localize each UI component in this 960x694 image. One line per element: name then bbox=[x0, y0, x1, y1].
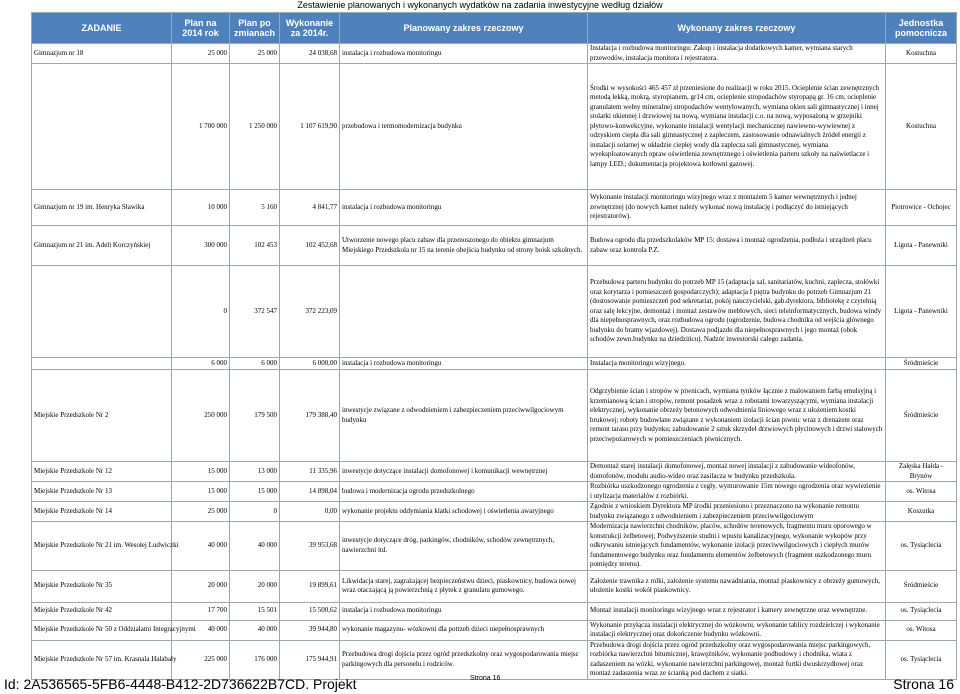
row-wykonanie: 372 223,09 bbox=[280, 266, 340, 358]
row-plan-po: 176 000 bbox=[230, 640, 280, 679]
table-row bbox=[32, 226, 957, 266]
row-plan-po: 5 160 bbox=[230, 190, 280, 226]
row-jednostka: os. Tysiąclecia bbox=[886, 602, 957, 620]
row-wykonanie: 102 452,68 bbox=[280, 226, 340, 266]
row-plan-po: 1 250 000 bbox=[230, 64, 280, 190]
row-plan: 225 000 bbox=[172, 640, 230, 679]
row-jednostka: os. Witosa bbox=[886, 482, 957, 502]
row-wykonanie: 11 335,96 bbox=[280, 462, 340, 482]
row-wykonany: Montaż instalacji monitoringu wizyjnego wraz z rejestrator i kamery zewnętrzne oraz wewnętrzne. bbox=[588, 602, 886, 620]
row-plan: 15 000 bbox=[172, 482, 230, 502]
row-zadanie: Miejskie Przedszkole Nr 50 z Oddziałami Integracyjnymi bbox=[32, 620, 172, 640]
row-plan: 25 000 bbox=[172, 44, 230, 64]
row-jednostka: Śródmieście bbox=[886, 370, 957, 462]
row-zadanie: Miejskie Przedszkole Nr 35 bbox=[32, 570, 172, 602]
row-plan-po: 372 547 bbox=[230, 266, 280, 358]
row-jednostka: Śródmieście bbox=[886, 570, 957, 602]
row-planowany: budowa i modernizacja ogrodu przedszkolnego bbox=[340, 482, 588, 502]
row-zadanie bbox=[32, 358, 172, 370]
row-zadanie: Miejskie Przedszkole Nr 2 bbox=[32, 370, 172, 462]
row-jednostka: Ligota - Panewniki bbox=[886, 226, 957, 266]
row-wykonany: Zgodnie z wnioskiem Dyrektora MP środki przeniesiono i przeznaczono na wykonanie remontu budynku związanego z odwodnieniem i zabezpieczeniem przeciwwilgociowym bbox=[588, 502, 886, 522]
row-jednostka: Załęska Hałda - Brynów bbox=[886, 462, 957, 482]
row-wykonany: Rozbiórka uszkodzonego ogrodzenia z cegły, wymurowanie 15m nowego ogrodzenia oraz wywiezienie i utylizacja materiałów z rozbiórki. bbox=[588, 482, 886, 502]
row-plan-po: 40 000 bbox=[230, 620, 280, 640]
row-wykonanie: 39 953,68 bbox=[280, 522, 340, 571]
header-wykonanie: Wykonanie za 2014r. bbox=[280, 13, 340, 44]
table-row bbox=[32, 266, 957, 358]
row-plan-po: 179 500 bbox=[230, 370, 280, 462]
row-jednostka: Kostuchna bbox=[886, 44, 957, 64]
footer-document-id: Id: 2A536565-5FB6-4448-B412-2D736622B7CD. Projekt bbox=[4, 676, 357, 692]
row-wykonany: Instalacja i rozbudowa monitoringu: Zakup i instalacja dodatkowych kamer, wymiana starych przewodów, instalacja monitora i rejestratora. bbox=[588, 44, 886, 64]
row-plan: 6 000 bbox=[172, 358, 230, 370]
row-plan: 17 700 bbox=[172, 602, 230, 620]
row-wykonanie: 39 944,80 bbox=[280, 620, 340, 640]
header-jednostka: Jednostka pomocnicza bbox=[886, 13, 957, 44]
row-plan-po: 15 000 bbox=[230, 482, 280, 502]
row-planowany: przebudowa i termomodernizacja budynku bbox=[340, 64, 588, 190]
row-planowany: instalacja i rozbudowa monitoringu bbox=[340, 44, 588, 64]
row-plan: 300 000 bbox=[172, 226, 230, 266]
table-row bbox=[32, 620, 957, 640]
row-wykonany: Odgrzybienie ścian i stropów w piwnicach, wymiana tynków łącznie z malowaniem farbą emulsyjną i krzemianową ścian i stropów, remont posadzek wraz z robotami towarzyszącymi, wymiana instalacji elektrycznej, wykonanie obrzeży betonowych odwodnienia liniowego wraz z ułożeniem kostki brukowej; roboty budowlane związane z wykonaniem izolacji ścian piwnic wraz z drenażem oraz remont tarasu przy budynku; zabudowanie 2 sztuk skrzydeł drzwiowych płycinowych i drzwi stalowych przeciwpożarowych w pomieszczeniach piwnicznych. bbox=[588, 370, 886, 462]
row-plan-po: 0 bbox=[230, 502, 280, 522]
row-jednostka: Piotrowice - Ochojec bbox=[886, 190, 957, 226]
header-planowany: Planowany zakres rzeczowy bbox=[340, 13, 588, 44]
row-jednostka: Kostuchna bbox=[886, 64, 957, 190]
footer-page-number: Strona 16 bbox=[470, 675, 501, 682]
row-plan-po: 20 000 bbox=[230, 570, 280, 602]
row-wykonanie: 15 500,62 bbox=[280, 602, 340, 620]
table-row bbox=[32, 522, 957, 571]
table-row bbox=[32, 502, 957, 522]
row-planowany: wykonanie magazynu- wózkowni dla potrzeb dzieci niepełnosprawnych bbox=[340, 620, 588, 640]
row-wykonanie: 14 898,04 bbox=[280, 482, 340, 502]
row-zadanie: Miejskie Przedszkole Nr 21 im. Wesołej Ludwiczki bbox=[32, 522, 172, 571]
row-zadanie: Miejskie Przedszkole Nr 42 bbox=[32, 602, 172, 620]
row-zadanie: Miejskie Przedszkole Nr 13 bbox=[32, 482, 172, 502]
row-plan: 250 000 bbox=[172, 370, 230, 462]
row-planowany: inwestycje dotyczące instalacji domofonowej i komunikacji wewnętrznej bbox=[340, 462, 588, 482]
row-jednostka: os. Tysiąclecia bbox=[886, 640, 957, 679]
row-wykonanie: 19 899,61 bbox=[280, 570, 340, 602]
header-plan: Plan na 2014 rok bbox=[172, 13, 230, 44]
row-plan: 0 bbox=[172, 266, 230, 358]
row-wykonanie: 4 841,77 bbox=[280, 190, 340, 226]
row-wykonany: Modernizacja nawierzchni chodników, placów, schodów terenowych, fragmentu muru oporowego w konstrukcji żelbetowej; Podwyższenie studni i wpustu kanalizacyjnego, wykonanie wykopów przy odkrywaniu istniejących fundamentów, wykonanie izolacji przeciwwilgociowych i ciepłych murów fundamentowego budynku oraz fundamentu elementów żelbetowych (fragment uszkodzonego muru pomiędzy terenu). bbox=[588, 522, 886, 571]
row-zadanie: Miejskie Przedszkole Nr 57 im. Krasnala Hałabały bbox=[32, 640, 172, 679]
row-planowany: instalacja i rozbudowa monitoringu bbox=[340, 602, 588, 620]
row-planowany: Utworzenie nowego placu zabaw dla przenoszonego do obiektu gimnazjum Miejskiego Przedszkola nr 15 na terenie obejścia budynku od strony boisk szkolnych. bbox=[340, 226, 588, 266]
header-zadanie: ZADANIE bbox=[32, 13, 172, 44]
row-wykonany: Instalacja monitoringu wizyjnego. bbox=[588, 358, 886, 370]
row-plan-po: 15 501 bbox=[230, 602, 280, 620]
row-planowany: Przebudowa drogi dojścia przez ogród przedszkolny oraz wygospodarowania miejsc parkingowych dla personelu i rodziców. bbox=[340, 640, 588, 679]
table-row bbox=[32, 640, 957, 679]
row-wykonanie: 0,00 bbox=[280, 502, 340, 522]
row-plan: 40 000 bbox=[172, 620, 230, 640]
row-planowany: inwestycje dotyczące dróg, parkingów, chodników, schodów zewnętrznych, nawierzchni itd. bbox=[340, 522, 588, 571]
header-wykonany: Wykonany zakres rzeczowy bbox=[588, 13, 886, 44]
row-plan: 40 000 bbox=[172, 522, 230, 571]
row-wykonany: Wykonanie przyłącza instalacji elektrycznej do wózkowni, wykonanie tablicy rozdzielczej i wykonanie instalacji elektrycznej oraz dokończenie budynku wózkowni. bbox=[588, 620, 886, 640]
row-plan: 1 700 000 bbox=[172, 64, 230, 190]
row-wykonany: Środki w wysokości 465 457 zł przeniesione do realizacji w roku 2015. Ocieplenie ścian zewnętrznych metodą lekką, mokrą, styropianem, gr14 cm, ocieplenie stropodachów styropapą gr. 16 cm, ocieplenie granulatem wełny mineralnej stropodachów wentylowanych, wymiana okien sali gimnastycznej i innej stolarki okiennej i drzwiowej na nową, wymiana instalacji c.o. na nową, wyposażoną w grzejniki płytowo-konwekcyjne, wykonanie instalacji wentylacji mechanicznej nawiewno-wywiewnej z odzyskiem ciepła dla sali gimnastycznej z zapleczem, zastosowanie odnawialnych źródeł energii z instalacji solarnej w układzie ciepłej wody dla zaplecza sali gimnastycznej, wymiana wyeksploatowanych opraw oświetlenia zewnętrznego i oświetlenia parteru szkoły na naświetlacze i lampy LED.; dokumentacja projektowa kotłowni gazowej. bbox=[588, 64, 886, 190]
row-plan-po: 102 453 bbox=[230, 226, 280, 266]
row-plan: 10 000 bbox=[172, 190, 230, 226]
table-row bbox=[32, 64, 957, 190]
table-header-row bbox=[32, 13, 957, 44]
row-wykonany: Budowa ogrodu dla przedszkolaków MP 15: dostawa i montaż ogrodzenia, podłoża i urządzeń placu zabaw oraz kontrola P.Z. bbox=[588, 226, 886, 266]
row-zadanie: Gimnazjum nr 19 im. Henryka Sławika bbox=[32, 190, 172, 226]
row-plan-po: 13 000 bbox=[230, 462, 280, 482]
row-zadanie: Gimnazjum nr 18 bbox=[32, 44, 172, 64]
row-zadanie bbox=[32, 64, 172, 190]
table-row bbox=[32, 44, 957, 64]
row-jednostka: os. Tysiąclecia bbox=[886, 522, 957, 571]
row-jednostka: Ligota - Panewniki bbox=[886, 266, 957, 358]
table-row bbox=[32, 602, 957, 620]
row-jednostka: os. Witosa bbox=[886, 620, 957, 640]
row-wykonanie: 175 944,91 bbox=[280, 640, 340, 679]
footer-page-right: Strona 16 bbox=[893, 676, 954, 692]
row-zadanie: Miejskie Przedszkole Nr 14 bbox=[32, 502, 172, 522]
row-wykonanie: 179 388,40 bbox=[280, 370, 340, 462]
row-jednostka: Koszutka bbox=[886, 502, 957, 522]
row-wykonanie: 6 000,00 bbox=[280, 358, 340, 370]
investment-table bbox=[31, 12, 957, 680]
row-plan: 15 000 bbox=[172, 462, 230, 482]
row-planowany: instalacja i rozbudowa monitoringu bbox=[340, 190, 588, 226]
row-plan-po: 40 000 bbox=[230, 522, 280, 571]
table-row bbox=[32, 482, 957, 502]
row-wykonany: Przebudowa drogi dojścia przez ogród przedszkolny oraz wygospodarowania miejsc parkingowych, rozbiórka nawierzchni bitumicznej, krawężników, wykonanie podbudowy i chodnika, wiata z zadaszeniem na wózki, wykonanie nawierzchni parkingowej, montaż furtki dwuskrzydłowej oraz montaż zadaszenia wraz ze ścianką pod dachem z siatki. bbox=[588, 640, 886, 679]
row-wykonany: Demontaż starej instalacji domofonowej, montaż nowej instalacji z zabudowanie wideofonów, domofonów, modułu audio-wideo oraz zasilacza w budynku przedszkola. bbox=[588, 462, 886, 482]
row-jednostka: Śródmieście bbox=[886, 358, 957, 370]
row-plan-po: 6 000 bbox=[230, 358, 280, 370]
row-plan: 25 000 bbox=[172, 502, 230, 522]
row-zadanie bbox=[32, 266, 172, 358]
row-wykonanie: 24 038,68 bbox=[280, 44, 340, 64]
row-wykonanie: 1 107 619,90 bbox=[280, 64, 340, 190]
table-row bbox=[32, 570, 957, 602]
row-plan: 20 000 bbox=[172, 570, 230, 602]
row-planowany: inwestycje związane z odwodnieniem i zabezpieczeniem przeciwwilgociowym budynku bbox=[340, 370, 588, 462]
row-wykonany: Założenie trawnika z rolki, założenie systemu nawadniania, montaż piaskownicy z obrzeży gumowych, ułożenie kostki wokół piaskownicy. bbox=[588, 570, 886, 602]
row-planowany: wykonanie projektu oddymiania klatki schodowej i oświetlenia awaryjnego bbox=[340, 502, 588, 522]
header-plan-po: Plan po zmianach bbox=[230, 13, 280, 44]
row-wykonany: Przebudowa parteru budynku do potrzeb MP 15 (adaptacja sal, sanitariatów, kuchni, zaplecza, stołówki oraz korytarza i pomieszczeń gospodarczych); adaptacja I piętra budynku do potrzeb Gimnazjum 21 (dostosowanie pomieszczeń pod sekretariat, pokój nauczycielski, gab.dyrektora, bibliotekę z czytelnią oraz salę lekcyjne, demontaż i montaż zestawów meblowych, sieci teleinformatycznych, budowa windy dla niepełnosprawnych, oraz rozbudowa ogrodu (ogrodzenie, budowa chodnika od wejścia głównego budynku do bramy wjazdowej). Dostawa podjazdu dla niepełnosprawnych i jego montaż (obok schodów zewn.budynku na dziedzińcu). Nadzór inwestorski całego zadania. bbox=[588, 266, 886, 358]
row-planowany: Likwidacja starej, zagrażającej bezpieczeństwu dzieci, piaskownicy, budowa nowej wraz otaczającą ją powierzchnią z płytek z granulatu gumowego. bbox=[340, 570, 588, 602]
table-row bbox=[32, 358, 957, 370]
row-wykonany: Wykonanie instalacji monitoringu wizyjnego wraz z montażem 5 kamer wewnętrznych i jednej zewnętrznej (do nowych kamer należy wykonać nową instalację i podłączyć do istniejących rejestratorów). bbox=[588, 190, 886, 226]
table-row bbox=[32, 462, 957, 482]
row-planowany: instalacja i rozbudowa monitoringu bbox=[340, 358, 588, 370]
row-plan-po: 25 000 bbox=[230, 44, 280, 64]
row-planowany bbox=[340, 266, 588, 358]
row-zadanie: Gimnazjum nr 21 im. Adeli Korczyńskiej bbox=[32, 226, 172, 266]
row-zadanie: Miejskie Przedszkole Nr 12 bbox=[32, 462, 172, 482]
table-row bbox=[32, 370, 957, 462]
table-row bbox=[32, 190, 957, 226]
document-title: Zestawienie planowanych i wykonanych wydatków na zadania inwestycyjne według działów bbox=[297, 0, 663, 10]
